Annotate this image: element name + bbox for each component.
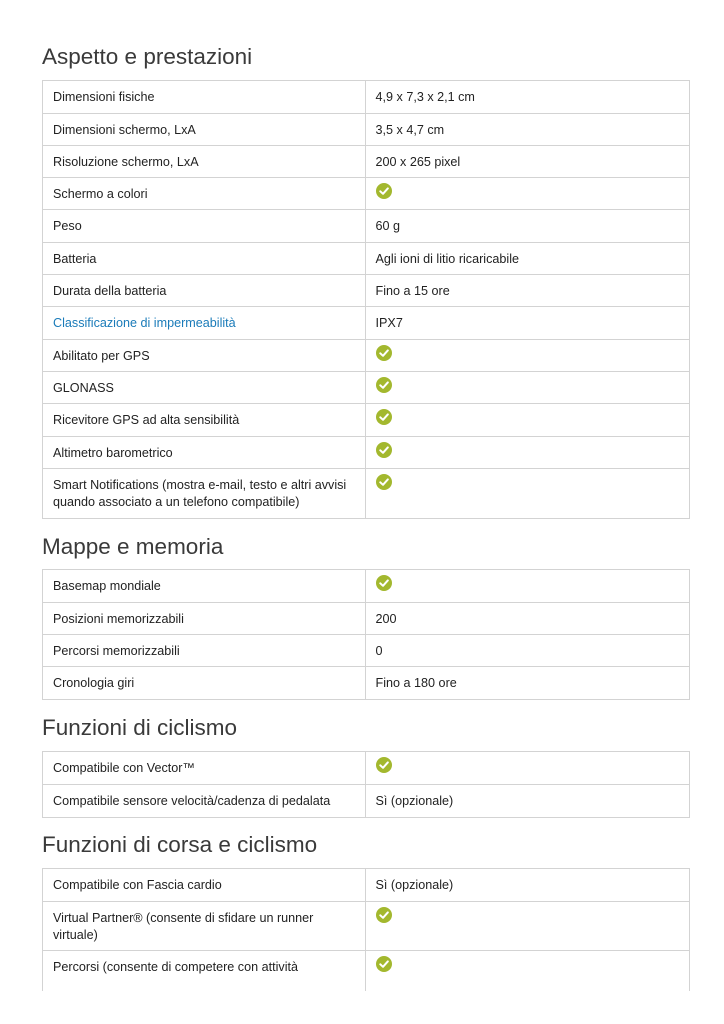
row-value: Fino a 180 ore [365,667,689,700]
row-value: 3,5 x 4,7 cm [365,114,689,146]
table-row [43,243,690,275]
row-label: Percorsi (consente di competere con attività [43,951,366,991]
row-label: Smart Notifications (mostra e-mail, testo e altri avvisi quando associato a un telefono compatibile) [43,469,366,519]
row-label: Virtual Partner® (consente di sfidare un runner virtuale) [43,902,366,951]
row-label: Cronologia giri [43,667,366,700]
check-icon [376,377,392,393]
row-label: GLONASS [43,372,366,404]
row-label: Altimetro barometrico [43,437,366,469]
table-row [43,902,690,951]
check-icon [376,183,392,199]
table-row [43,307,690,340]
check-icon [376,409,392,425]
row-label: Abilitato per GPS [43,340,366,372]
table-row [43,437,690,469]
row-value: Sì (opzionale) [365,785,689,818]
check-icon [376,442,392,458]
row-value: Agli ioni di litio ricaricabile [365,243,689,275]
spec-table [42,569,690,700]
row-label: Risoluzione schermo, LxA [43,146,366,178]
row-value: Sì (opzionale) [365,869,690,902]
row-label: Durata della batteria [43,275,366,307]
row-label: Compatibile con Fascia cardio [43,869,366,902]
table-row [43,785,690,818]
check-icon [376,956,392,972]
spec-table [42,868,690,991]
section-title: Funzioni di ciclismo [42,715,238,740]
spec-table [42,751,690,818]
row-label: Batteria [43,243,366,275]
waterproof-rating-link[interactable]: Classificazione di impermeabilità [53,316,236,330]
row-value: Fino a 15 ore [365,275,689,307]
table-row [43,752,690,785]
table-row [43,210,690,243]
row-label: Ricevitore GPS ad alta sensibilità [43,404,366,437]
row-label: Posizioni memorizzabili [43,603,366,635]
row-value: 200 [365,603,689,635]
table-row [43,469,690,519]
table-row [43,340,690,372]
table-row [43,146,690,178]
table-row [43,603,690,635]
row-value: 200 x 265 pixel [365,146,689,178]
table-row [43,869,690,902]
table-row [43,404,690,437]
row-value: IPX7 [365,307,689,340]
section-title: Mappe e memoria [42,534,224,559]
row-label: Compatibile con Vector™ [43,752,366,785]
row-value: 4,9 x 7,3 x 2,1 cm [365,81,689,114]
table-row [43,178,690,210]
table-row [43,372,690,404]
check-icon [376,575,392,591]
table-row [43,81,690,114]
table-row [43,275,690,307]
row-value: 60 g [365,210,689,243]
spec-table [42,80,690,519]
table-row [43,951,690,991]
row-label: Dimensioni schermo, LxA [43,114,366,146]
row-label: Schermo a colori [43,178,366,210]
section-title: Aspetto e prestazioni [42,44,253,69]
section-title: Funzioni di corsa e ciclismo [42,832,318,857]
row-label: Percorsi memorizzabili [43,635,366,667]
row-label: Basemap mondiale [43,570,366,603]
row-value: 0 [365,635,689,667]
row-label: Compatibile sensore velocità/cadenza di pedalata [43,785,366,818]
table-row [43,114,690,146]
check-icon [376,907,392,923]
row-label: Peso [43,210,366,243]
check-icon [376,474,392,490]
check-icon [376,345,392,361]
table-row [43,570,690,603]
table-row [43,635,690,667]
table-row [43,667,690,700]
check-icon [376,757,392,773]
row-label: Dimensioni fisiche [43,81,366,114]
